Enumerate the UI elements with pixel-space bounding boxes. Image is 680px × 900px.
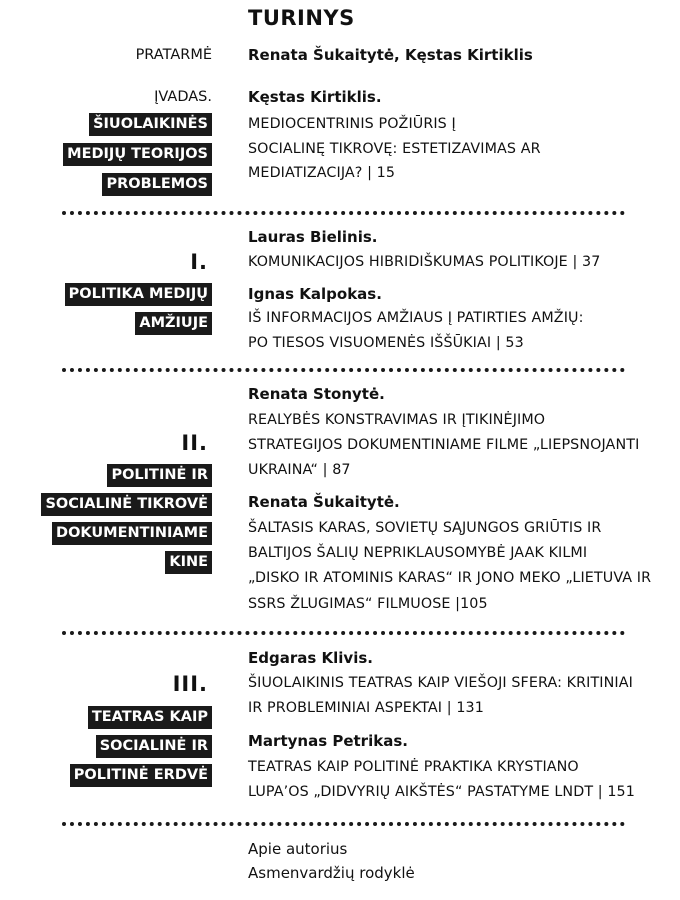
part-2-theme-line-1: POLITINĖ IR (107, 464, 212, 487)
intro-author: Kęstas Kirtiklis. (248, 88, 382, 106)
part-3-entry-1-author: Edgaras Klivis. (248, 649, 373, 667)
part-2-theme-line-4: KINE (165, 551, 212, 574)
intro-title-line-2[interactable]: SOCIALINĘ TIKROVĘ: ESTETIZAVIMAS AR (248, 141, 541, 157)
section-divider (62, 368, 625, 372)
name-index-link[interactable]: Asmenvardžių rodyklė (248, 864, 415, 882)
part-1-entry-1-title[interactable]: KOMUNIKACIJOS HIBRIDIŠKUMAS POLITIKOJE | 37 (248, 254, 601, 270)
part-2-entry-2-title-line-2[interactable]: BALTIJOS ŠALIŲ NEPRIKLAUSOMYBĖ JAAK KILMI (248, 545, 588, 561)
part-3-theme-line-3: POLITINĖ ERDVĖ (70, 764, 212, 787)
section-divider (62, 631, 625, 635)
part-3-entry-1-title-line-1[interactable]: ŠIUOLAIKINIS TEATRAS KAIP VIEŠOJI SFERA: KRITINIAI (248, 675, 633, 691)
part-2-entry-2-title-line-4[interactable]: SSRS ŽLUGIMAS“ FILMUOSE |105 (248, 596, 488, 612)
part-2-entry-2-title-line-1[interactable]: ŠALTASIS KARAS, SOVIETŲ SĄJUNGOS GRIŪTIS IR (248, 520, 602, 536)
part-1-entry-2-title-line-1[interactable]: IŠ INFORMACIJOS AMŽIAUS Į PATIRTIES AMŽIŲ: (248, 310, 584, 326)
intro-label: ĮVADAS. (154, 89, 212, 105)
part-1-entry-1-author: Lauras Bielinis. (248, 228, 378, 246)
part-2-entry-1-title-line-3[interactable]: UKRAINA“ | 87 (248, 462, 351, 478)
part-2-entry-1-title-line-2[interactable]: STRATEGIJOS DOKUMENTINIAME FILME „LIEPSNOJANTI (248, 437, 640, 453)
part-3-numeral: III. (172, 672, 208, 696)
part-1-theme-line-1: POLITIKA MEDIJŲ (65, 283, 212, 306)
part-2-entry-2-author: Renata Šukaitytė. (248, 493, 400, 511)
part-1-numeral: I. (190, 250, 208, 274)
section-divider (62, 822, 625, 826)
part-3-entry-2-author: Martynas Petrikas. (248, 732, 408, 750)
part-2-entry-1-title-line-1[interactable]: REALYBĖS KONSTRAVIMAS IR ĮTIKINĖJIMO (248, 412, 546, 428)
section-divider (62, 211, 625, 215)
part-2-numeral: II. (181, 431, 208, 455)
part-1-entry-2-title-line-2[interactable]: PO TIESOS VISUOMENĖS IŠŠŪKIAI | 53 (248, 335, 524, 351)
part-3-theme-line-1: TEATRAS KAIP (88, 706, 212, 729)
preface-authors[interactable]: Renata Šukaitytė, Kęstas Kirtiklis (248, 46, 533, 64)
part-3-entry-2-title-line-2[interactable]: LUPA’OS „DIDVYRIŲ AIKŠTĖS“ PASTATYME LNDT | 151 (248, 784, 635, 800)
intro-theme-line-3: PROBLEMOS (102, 173, 212, 196)
about-authors-link[interactable]: Apie autorius (248, 840, 348, 858)
intro-title-line-1[interactable]: MEDIOCENTRINIS POŽIŪRIS Į (248, 116, 456, 132)
part-2-theme-line-3: DOKUMENTINIAME (52, 522, 212, 545)
part-3-theme-line-2: SOCIALINĖ IR (96, 735, 212, 758)
part-2-entry-1-author: Renata Stonytė. (248, 385, 385, 403)
part-1-theme-line-2: AMŽIUJE (135, 312, 212, 335)
part-1-entry-2-author: Ignas Kalpokas. (248, 285, 382, 303)
page-title: TURINYS (248, 6, 355, 30)
preface-label: PRATARMĖ (135, 47, 212, 63)
part-3-entry-2-title-line-1[interactable]: TEATRAS KAIP POLITINĖ PRAKTIKA KRYSTIANO (248, 759, 579, 775)
intro-theme-line-2: MEDIJŲ TEORIJOS (63, 143, 212, 166)
intro-title-line-3[interactable]: MEDIATIZACIJA? | 15 (248, 165, 396, 181)
intro-theme-line-1: ŠIUOLAIKINĖS (89, 113, 212, 136)
part-2-theme-line-2: SOCIALINĖ TIKROVĖ (41, 493, 212, 516)
part-3-entry-1-title-line-2[interactable]: IR PROBLEMINIAI ASPEKTAI | 131 (248, 700, 484, 716)
part-2-entry-2-title-line-3[interactable]: „DISKO IR ATOMINIS KARAS“ IR JONO MEKO „LIETUVA IR (248, 570, 652, 586)
